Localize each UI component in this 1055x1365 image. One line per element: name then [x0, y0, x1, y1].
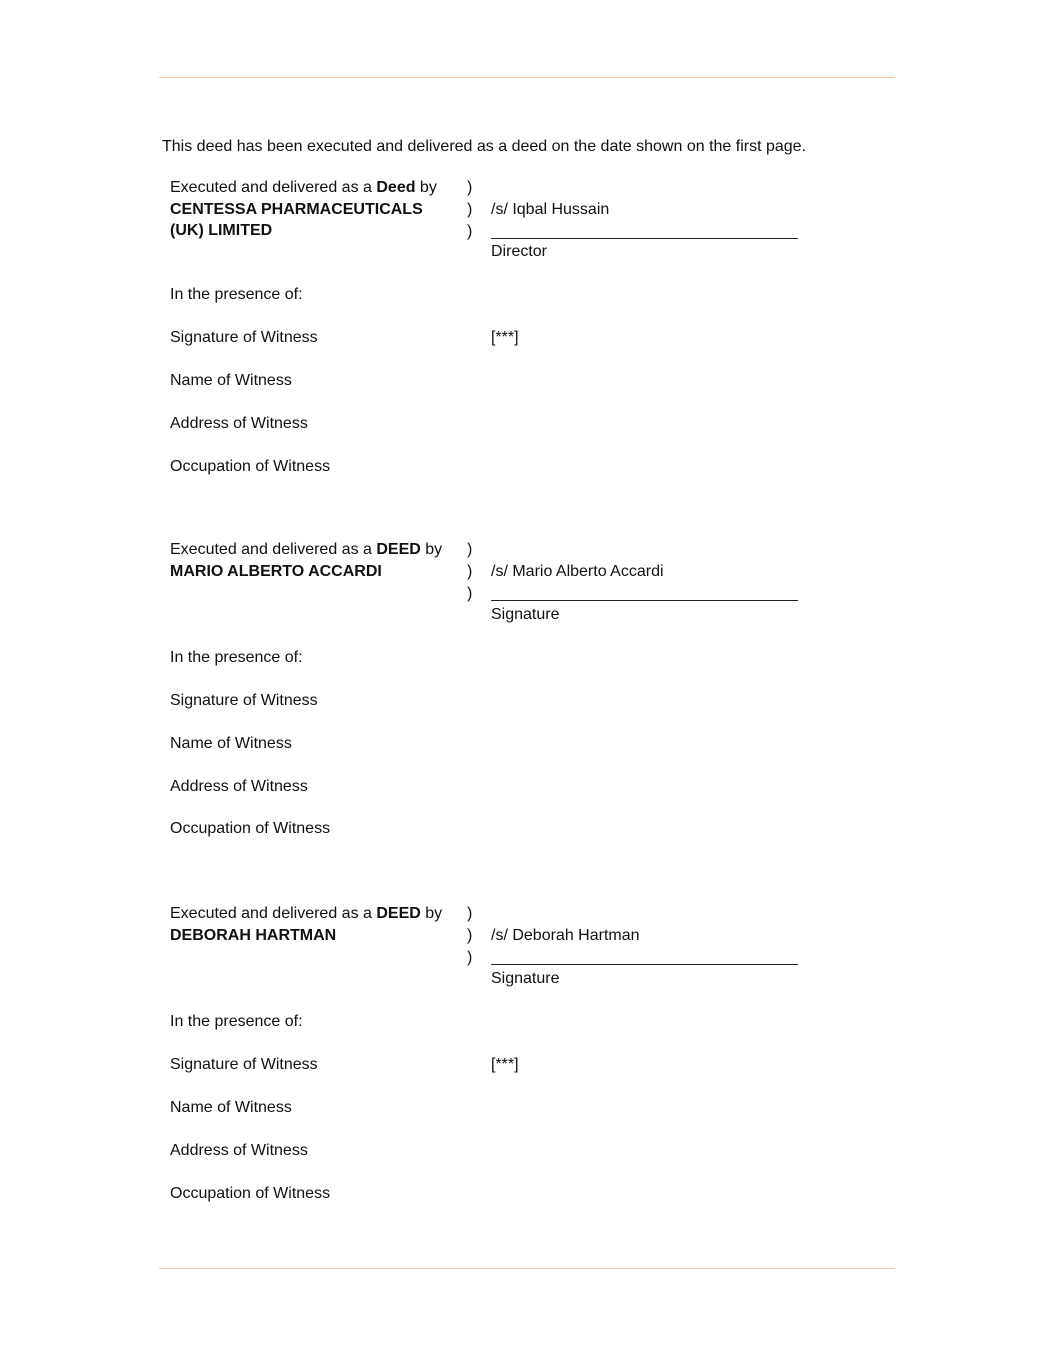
- execution-block-company: [0, 179, 1055, 499]
- party-signature: /s/ Deborah Hartman: [491, 927, 640, 944]
- bracket: ): [467, 563, 473, 580]
- witness-signature-value: [***]: [491, 329, 519, 346]
- presence-label: In the presence of:: [170, 649, 303, 666]
- bracket: ): [467, 541, 473, 558]
- witness-address-label: Address of Witness: [170, 778, 308, 795]
- signature-line: [491, 964, 798, 965]
- deed-word: DEED: [376, 541, 421, 558]
- execution-text: Executed and delivered as a: [170, 541, 377, 558]
- execution-by: by: [420, 541, 443, 558]
- witness-signature-value: [***]: [491, 1056, 519, 1073]
- bracket: ): [467, 201, 473, 218]
- footer-rule: [159, 1268, 895, 1269]
- signature-line: [491, 600, 798, 601]
- director-signature: /s/ Iqbal Hussain: [491, 201, 610, 218]
- witness-name-label: Name of Witness: [170, 735, 292, 752]
- signature-line: [491, 238, 798, 239]
- party-name-line1: MARIO ALBERTO ACCARDI: [170, 563, 382, 580]
- execution-text: Executed and delivered as a: [170, 179, 377, 196]
- witness-address-label: Address of Witness: [170, 1142, 308, 1159]
- deed-word: DEED: [376, 905, 421, 922]
- execution-block-hartman: [0, 905, 1055, 1225]
- bracket: ): [467, 905, 473, 922]
- execution-by: by: [420, 905, 443, 922]
- execution-by: by: [415, 179, 437, 196]
- bracket: ): [467, 949, 473, 966]
- witness-signature-label: Signature of Witness: [170, 329, 318, 346]
- presence-label: In the presence of:: [170, 1013, 303, 1030]
- party-name-line1: CENTESSA PHARMACEUTICALS: [170, 201, 423, 218]
- party-name-line2: (UK) LIMITED: [170, 222, 273, 239]
- witness-signature-label: Signature of Witness: [170, 692, 318, 709]
- party-signature: /s/ Mario Alberto Accardi: [491, 563, 664, 580]
- intro-paragraph: This deed has been executed and delivered as a deed on the date shown on the first page.: [162, 138, 807, 155]
- execution-text: Executed and delivered as a: [170, 905, 377, 922]
- witness-occupation-label: Occupation of Witness: [170, 820, 331, 837]
- deed-word: Deed: [376, 179, 416, 196]
- signature-caption: Signature: [491, 606, 560, 623]
- execution-clause: [170, 905, 442, 923]
- witness-address-label: Address of Witness: [170, 415, 308, 432]
- witness-occupation-label: Occupation of Witness: [170, 1185, 331, 1202]
- execution-clause: [170, 541, 442, 559]
- execution-block-accardi: [0, 541, 1055, 861]
- header-rule: [159, 77, 895, 78]
- witness-occupation-label: Occupation of Witness: [170, 458, 331, 475]
- execution-clause: [170, 179, 437, 197]
- witness-name-label: Name of Witness: [170, 1099, 292, 1116]
- bracket: ): [467, 179, 473, 196]
- bracket: ): [467, 927, 473, 944]
- bracket: ): [467, 585, 473, 602]
- party-name-line1: DEBORAH HARTMAN: [170, 927, 337, 944]
- bracket: ): [467, 223, 473, 240]
- witness-signature-label: Signature of Witness: [170, 1056, 318, 1073]
- signature-caption: Signature: [491, 970, 560, 987]
- presence-label: In the presence of:: [170, 286, 303, 303]
- signature-caption: Director: [491, 243, 548, 260]
- witness-name-label: Name of Witness: [170, 372, 292, 389]
